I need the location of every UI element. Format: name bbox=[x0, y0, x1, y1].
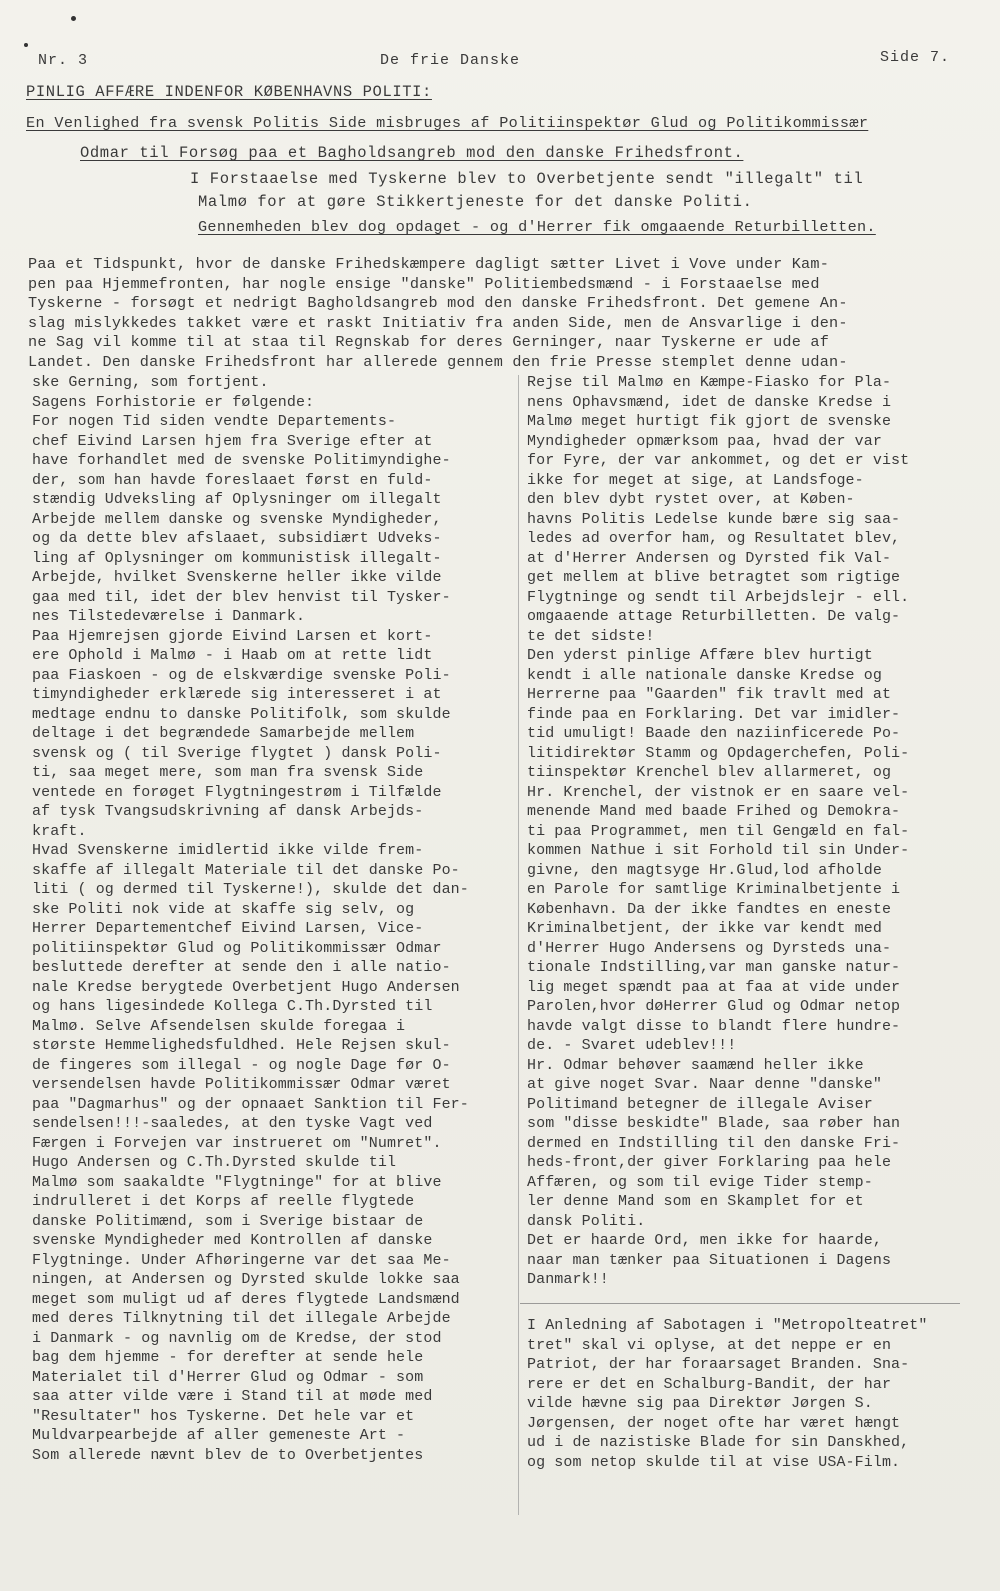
text-line: med deres Tilknytning til det illegale Arbejde bbox=[32, 1310, 451, 1327]
text-line: Det er haarde Ord, men ikke for haarde, bbox=[527, 1232, 882, 1249]
text-line: Færgen i Forvejen var instrueret om "Numret". bbox=[32, 1134, 442, 1152]
page-number: Side 7. bbox=[880, 49, 951, 66]
text-line: tret" skal vi oplyse, at det neppe er en bbox=[527, 1336, 892, 1354]
text-line: besluttede derefter at sende den i alle natio- bbox=[32, 959, 451, 976]
text-line: Materialet til d'Herrer Glud og Odmar - som bbox=[32, 1368, 424, 1386]
text-line: kommen Nathue i sit Forhold til sin Under- bbox=[527, 842, 910, 859]
text-line: København. Da der ikke fandtes en eneste bbox=[527, 900, 892, 918]
text-line: ti paa Programmet, men til Gengæld en fal- bbox=[527, 822, 910, 840]
section-divider bbox=[520, 1303, 960, 1304]
article-title: PINLIG AFFÆRE INDENFOR KØBENHAVNS POLITI: bbox=[26, 83, 432, 101]
text-line: Arbejde mellem danske og svenske Myndigheder, bbox=[32, 510, 442, 528]
text-line: Herrer Departementchef Eivind Larsen, Vice- bbox=[32, 920, 424, 937]
text-line: deltage i det begrændede Samarbejde mellem bbox=[32, 725, 415, 742]
text-line: get mellem at blive betragtet som rigtige bbox=[527, 569, 901, 586]
text-line: Arbejde, hvilket Svenskerne heller ikke vilde bbox=[32, 569, 442, 586]
text-line: kraft. bbox=[32, 822, 87, 840]
text-line: lig meget spændt paa at faa at vide under bbox=[527, 978, 901, 996]
text-line: Flygtninge. Under Afhøringerne var det saa Me- bbox=[32, 1251, 451, 1269]
text-line: medtage endnu to danske Politifolk, som skulde bbox=[32, 705, 451, 723]
intro-paragraph bbox=[28, 255, 973, 372]
text-line: paa "Dagmarhus" og der opnaaet Sanktion til Fer- bbox=[32, 1095, 469, 1113]
text-line: sendelsen!!!-saaledes, at den tyske Vagt ved bbox=[32, 1115, 433, 1132]
deck-line3: Gennemheden blev dog opdaget - og d'Herrer fik omgaaende Returbilletten. bbox=[198, 218, 876, 236]
text-line: kendt i alle nationale danske Kredse og bbox=[527, 666, 882, 684]
text-line: Danmark!! bbox=[527, 1271, 609, 1288]
text-line: at d'Herrer Andersen og Dyrsted fik Val- bbox=[527, 549, 892, 567]
text-line: Hr. Odmar behøver saamænd heller ikke bbox=[527, 1056, 864, 1074]
text-line: Patriot, der har foraarsaget Branden. Sna- bbox=[527, 1356, 910, 1373]
text-line: nale Kredse berygtede Overbetjent Hugo Andersen bbox=[32, 978, 460, 996]
text-line: og som netop skulde til at vise USA-Film. bbox=[527, 1453, 901, 1471]
text-line: Myndigheder opmærksom paa, hvad der var bbox=[527, 432, 882, 450]
text-line: nens Ophavsmænd, idet de danske Kredse i bbox=[527, 393, 892, 411]
text-line: rere er det en Schalburg-Bandit, der har bbox=[527, 1375, 892, 1393]
text-line: Jørgensen, der noget ofte har været hængt bbox=[527, 1414, 901, 1432]
text-line: havde valgt disse to blandt flere hundre- bbox=[527, 1017, 901, 1035]
text-line: omgaaende attage Returbilletten. De valg- bbox=[527, 608, 901, 625]
deck-line1: I Forstaaelse med Tyskerne blev to Overbetjente sendt "illegalt" til bbox=[190, 170, 864, 188]
text-line: chef Eivind Larsen hjem fra Sverige efter at bbox=[32, 432, 433, 450]
column-divider bbox=[518, 375, 519, 1515]
text-line: ledes ad overfor ham, og Resultatet blev, bbox=[527, 530, 901, 547]
text-line: Rejse til Malmø en Kæmpe-Fiasko for Pla- bbox=[527, 374, 892, 391]
text-line: Som allerede nævnt blev de to Overbetjentes bbox=[32, 1446, 424, 1464]
text-line: paa Fiaskoen - og de elskværdige svenske Poli- bbox=[32, 666, 451, 684]
intro-line: ne Sag vil komme til at staa til Regnskab for deres Gerninger, naar Tyskerne er ude af bbox=[28, 333, 830, 351]
ink-dot bbox=[71, 16, 76, 21]
text-line: ti, saa meget mere, som man fra svensk Side bbox=[32, 764, 424, 781]
text-line: skaffe af illegalt Materiale til det danske Po- bbox=[32, 861, 460, 879]
text-line: ventede en forøget Flygtningestrøm i Tilfælde bbox=[32, 783, 442, 801]
text-line: Kriminalbetjent, der ikke var kendt med bbox=[527, 920, 882, 937]
text-line: stændig Udveksling af Oplysninger om illegalt bbox=[32, 491, 442, 508]
text-line: heds-front,der giver Forklaring paa hele bbox=[527, 1154, 892, 1171]
text-line: at give noget Svar. Naar denne "danske" bbox=[527, 1076, 882, 1093]
intro-line: Paa et Tidspunkt, hvor de danske Frihedskæmpere dagligt sætter Livet i Vove under Kam- bbox=[28, 255, 830, 273]
text-line: Malmø. Selve Afsendelsen skulde foregaa i bbox=[32, 1017, 406, 1035]
text-line: Paa Hjemrejsen gjorde Eivind Larsen et kort- bbox=[32, 627, 433, 645]
text-line: dansk Politi. bbox=[527, 1212, 646, 1230]
text-line: Muldvarpearbejde af aller gemeneste Art - bbox=[32, 1427, 406, 1444]
left-column bbox=[32, 373, 514, 1465]
text-line: tionale Indstilling,var man ganske natur- bbox=[527, 959, 901, 976]
text-line: Malmø som saakaldte "Flygtninge" for at blive bbox=[32, 1173, 442, 1191]
intro-line: slag mislykkedes takket være et raskt Initiativ fra anden Side, men de Ansvarlige i den- bbox=[28, 313, 848, 332]
text-line: der, som han havde foreslaaet først en fuld- bbox=[32, 471, 433, 489]
text-line: de. - Svaret udeblev!!! bbox=[527, 1037, 737, 1054]
text-line: danske Politimænd, som i Sverige bistaar de bbox=[32, 1212, 424, 1230]
right-column bbox=[527, 373, 975, 1290]
intro-line: Tyskerne - forsøgt et nedrigt Bagholdsangreb mod den danske Frihedsfront. Det gemene An- bbox=[28, 294, 848, 312]
text-line: af tysk Tvangsudskrivning af dansk Arbejds- bbox=[32, 803, 424, 820]
intro-line: pen paa Hjemmefronten, har nogle ensige "danske" Politiembedsmænd - i Forstaaelse med bbox=[28, 274, 820, 293]
text-line: Hvad Svenskerne imidlertid ikke vilde frem- bbox=[32, 842, 424, 859]
text-line: meget som muligt ud af deres flygtede Landsmænd bbox=[32, 1290, 460, 1308]
deck-line2: Malmø for at gøre Stikkertjeneste for det danske Politi. bbox=[198, 193, 753, 211]
text-line: politiinspektør Glud og Politikommissær Odmar bbox=[32, 939, 442, 957]
text-line: ningen, at Andersen og Dyrsted skulde lokke saa bbox=[32, 1271, 460, 1288]
text-line: gaa med til, idet der blev henvist til Tysker- bbox=[32, 588, 451, 606]
text-line: Affæren, og som til evige Tider stemp- bbox=[527, 1173, 873, 1191]
text-line: finde paa en Forklaring. Det var imidler- bbox=[527, 705, 901, 723]
text-line: ling af Oplysninger om kommunistisk illegalt- bbox=[32, 549, 442, 567]
text-line: dermed en Indstilling til den danske Fri- bbox=[527, 1134, 901, 1152]
text-line: ud i de nazistiske Blade for sin Danskhed, bbox=[527, 1434, 910, 1451]
ink-dot bbox=[24, 43, 28, 47]
text-line: bag dem hjemme - for derefter at sende hele bbox=[32, 1349, 424, 1366]
text-line: største Hemmelighedsfuldhed. Hele Rejsen skul- bbox=[32, 1037, 451, 1054]
text-line: Malmø meget hurtigt fik gjort de svenske bbox=[527, 413, 892, 430]
text-line: te det sidste! bbox=[527, 627, 655, 645]
text-line: tiinspektør Krenchel blev allarmeret, og bbox=[527, 764, 892, 781]
text-line: ske Politi nok vide at skaffe sig selv, og bbox=[32, 900, 415, 918]
text-line: Hr. Krenchel, der vistnok er en saare vel- bbox=[527, 783, 910, 801]
text-line: den blev dybt rystet over, at Køben- bbox=[527, 491, 855, 508]
text-line: naar man tænker paa Situationen i Dagens bbox=[527, 1251, 892, 1269]
text-line: Hugo Andersen og C.Th.Dyrsted skulde til bbox=[32, 1154, 397, 1171]
publication-name: De frie Danske bbox=[380, 52, 521, 69]
text-line: timyndigheder erklærede sig interesseret i at bbox=[32, 686, 442, 703]
text-line: litidirektør Stamm og Opdagerchefen, Poli- bbox=[527, 744, 910, 762]
text-line: svensk og ( til Sverige flygtet ) dansk Poli- bbox=[32, 744, 442, 762]
text-line: Flygtninge og sendt til Arbejdslejr - ell. bbox=[527, 588, 910, 606]
text-line: ler denne Mand som en Skamplet for et bbox=[527, 1193, 864, 1210]
text-line: Herrerne paa "Gaarden" fik travlt med at bbox=[527, 686, 892, 703]
text-line: som "disse beskidte" Blade, saa røber han bbox=[527, 1115, 901, 1132]
sabotage-notice bbox=[527, 1316, 975, 1472]
text-line: saa atter vilde være i Stand til at møde med bbox=[32, 1388, 433, 1405]
text-line: ikke for meget at sige, at Landsfoge- bbox=[527, 471, 864, 489]
text-line: givne, den magtsyge Hr.Glud,lod afholde bbox=[527, 861, 882, 879]
text-line: en Parole for samtlige Kriminalbetjente i bbox=[527, 881, 901, 898]
text-line: nes Tilstedeværelse i Danmark. bbox=[32, 608, 306, 625]
text-line: versendelsen havde Politikommissær Odmar været bbox=[32, 1076, 451, 1093]
text-line: For nogen Tid siden vendte Departements- bbox=[32, 413, 397, 430]
text-line: i Danmark - og navnlig om de Kredse, der stod bbox=[32, 1329, 442, 1347]
text-line: Parolen,hvor døHerrer Glud og Odmar netop bbox=[527, 998, 901, 1015]
text-line: Sagens Forhistorie er følgende: bbox=[32, 393, 315, 411]
text-line: de fingeres som illegal - og nogle Dage før O- bbox=[32, 1056, 451, 1074]
text-line: Politimand betegner de illegale Aviser bbox=[527, 1095, 873, 1113]
text-line: have forhandlet med de svenske Politimyndighe- bbox=[32, 452, 451, 469]
text-line: vilde hævne sig paa Direktør Jørgen S. bbox=[527, 1395, 873, 1412]
text-line: Den yderst pinlige Affære blev hurtigt bbox=[527, 647, 873, 664]
text-line: ere Ophold i Malmø - i Haab om at rette lidt bbox=[32, 647, 433, 664]
text-line: tid umuligt! Baade den naziinficerede Po- bbox=[527, 725, 901, 742]
issue-number: Nr. 3 bbox=[38, 52, 89, 69]
article-subtitle-line1: En Venlighed fra svensk Politis Side misbruges af Politiinspektør Glud og Politikommissær bbox=[26, 114, 869, 132]
text-line: og da dette blev afslaaet, subsidiært Udveks- bbox=[32, 530, 442, 547]
text-line: svenske Myndigheder med Kontrollen af danske bbox=[32, 1232, 433, 1249]
text-line: I Anledning af Sabotagen i "Metropolteatret" bbox=[527, 1317, 928, 1334]
text-line: indrulleret i det Korps af reelle flygtede bbox=[32, 1193, 415, 1210]
text-line: d'Herrer Hugo Andersens og Dyrsteds una- bbox=[527, 939, 892, 957]
text-line: menende Mand med baade Frihed og Demokra- bbox=[527, 803, 901, 820]
text-line: ske Gerning, som fortjent. bbox=[32, 374, 269, 391]
text-line: "Resultater" hos Tyskerne. Det hele var et bbox=[32, 1407, 415, 1425]
text-line: for Fyre, der var ankommet, og det er vist bbox=[527, 452, 910, 469]
intro-line: Landet. Den danske Frihedsfront har allerede gennem den frie Presse stemplet denne udan- bbox=[28, 352, 848, 371]
text-line: liti ( og dermed til Tyskerne!), skulde det dan- bbox=[32, 881, 469, 898]
text-line: og hans ligesindede Kollega C.Th.Dyrsted til bbox=[32, 998, 433, 1015]
text-line: havns Politis Ledelse kunde bære sig saa- bbox=[527, 510, 901, 528]
article-subtitle-line2: Odmar til Forsøg paa et Bagholdsangreb mod den danske Frihedsfront. bbox=[80, 144, 744, 162]
